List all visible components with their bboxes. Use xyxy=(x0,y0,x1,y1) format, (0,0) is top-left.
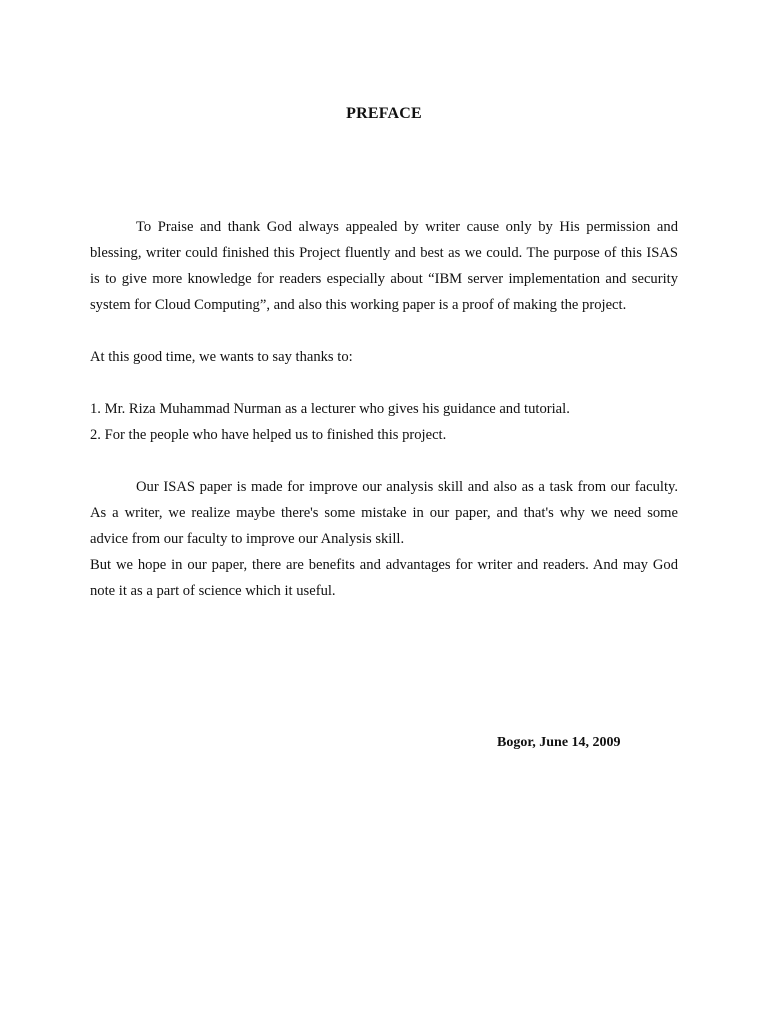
page-title: PREFACE xyxy=(346,105,422,122)
paragraph-intro xyxy=(90,214,678,318)
paragraph-closing xyxy=(90,552,678,604)
paragraph-purpose xyxy=(90,474,678,552)
signature-date: Bogor, June 14, 2009 xyxy=(497,735,621,750)
list-item: 1. Mr. Riza Muhammad Nurman as a lecturer who gives his guidance and tutorial. xyxy=(90,401,570,417)
paragraph-intro-text: To Praise and thank God always appealed by writer cause only by His permission and blessing, writer could finished this Project fluently and best as we could. The purpose of this ISAS is to give more knowledge for readers especially about “IBM server implementation and security system for Cloud Computing”, and also this working paper is a proof of making the project. xyxy=(90,219,678,313)
list-item: 2. For the people who have helped us to finished this project. xyxy=(90,427,447,443)
paragraph-closing-text: But we hope in our paper, there are benefits and advantages for writer and readers. And may God note it as a part of science which it useful. xyxy=(90,557,678,599)
paragraph-purpose-text: Our ISAS paper is made for improve our analysis skill and also as a task from our faculty. As a writer, we realize maybe there's some mistake in our paper, and that's why we need some advice from our faculty to improve our Analysis skill. xyxy=(90,479,678,547)
thanks-intro-text: At this good time, we wants to say thanks to: xyxy=(90,349,353,365)
thanks-intro xyxy=(90,344,678,370)
thanks-list xyxy=(90,396,678,448)
